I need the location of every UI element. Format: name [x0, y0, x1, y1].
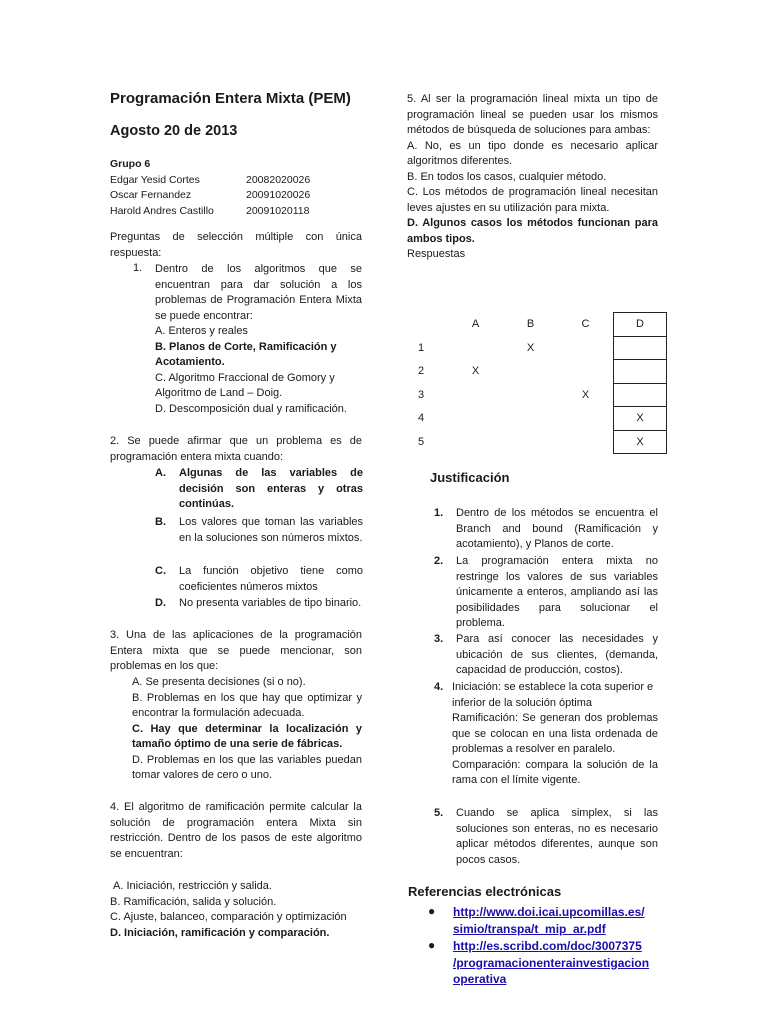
q2-option-d — [155, 596, 363, 612]
table-row — [418, 407, 667, 431]
q4-option-c: C. Ajuste, balanceo, comparación y optimización — [110, 911, 347, 923]
table-row — [418, 336, 667, 360]
q3-text: 3. Una de las aplicaciones de la programación Entera mixta que se puede mencionar, son problemas en los que: — [110, 629, 362, 672]
answer-cell — [558, 360, 614, 384]
option-letter: C. — [155, 565, 166, 577]
member-name: Oscar Fernandez — [110, 189, 192, 201]
option-letter: D. — [155, 597, 166, 609]
table-row — [418, 430, 667, 454]
document-date: Agosto 20 de 2013 — [110, 123, 238, 139]
member-name: Harold Andres Castillo — [110, 204, 214, 217]
answer-cell — [614, 336, 667, 360]
link-line[interactable]: simio/transpa/t_mip_ar.pdf — [453, 921, 606, 936]
answers-table — [418, 312, 667, 454]
answer-cell — [503, 383, 558, 407]
member-row — [110, 204, 310, 220]
q1-text: Dentro de los algoritmos que se encuentran para dar solución a los problemas de Programación Entera Mixta se puede encontrar: — [155, 263, 362, 322]
reference-link-2[interactable] — [453, 938, 649, 988]
row-number: 1 — [418, 341, 425, 354]
bullet-icon: ● — [428, 938, 436, 952]
group-info — [110, 157, 310, 219]
justification-heading: Justificación — [430, 470, 510, 485]
row-number: 4 — [418, 412, 425, 425]
link-line[interactable]: operativa — [453, 972, 507, 986]
option-text: No presenta variables de tipo binario. — [179, 597, 362, 609]
q5-option-b: B. En todos los casos, cualquier método. — [407, 170, 607, 183]
intro-text: Preguntas de selección múltiple con única respuesta: — [110, 231, 362, 259]
item-text: Iniciación: se establece la cota superior e inferior de la solución óptima — [452, 681, 654, 709]
answer-cell — [614, 360, 667, 384]
q3-option-a: A. Se presenta decisiones (si o no). — [132, 676, 306, 688]
q1-option-d: D. Descomposición dual y ramificación. — [155, 402, 347, 415]
table-row — [418, 383, 667, 407]
member-code: 20082020026 — [246, 173, 311, 186]
q4-option-d: D. Iniciación, ramificación y comparación. — [110, 926, 330, 939]
reference-link-1[interactable] — [453, 904, 645, 937]
link-line[interactable]: http://es.scribd.com/doc/3007375 — [453, 939, 642, 953]
q1-option-b: B. Planos de Corte, Ramificación y Acotamiento. — [155, 340, 337, 368]
q5-option-a: A. No, es un tipo donde es necesario aplicar algoritmos diferentes. — [407, 139, 658, 167]
answer-cell: X — [471, 365, 480, 378]
row-number: 2 — [418, 365, 425, 378]
justification-item-1 — [434, 506, 658, 553]
answer-cell — [448, 407, 503, 431]
answer-cell — [503, 430, 558, 454]
q1-option-a: A. Enteros y reales — [155, 325, 248, 337]
document-title: Programación Entera Mixta (PEM) — [110, 90, 351, 107]
q3-option-c: C. Hay que determinar la localización y tamaño óptimo de una serie de fábricas. — [132, 722, 362, 750]
q2-text: 2. Se puede afirmar que un problema es de programación entera mixta cuando: — [110, 435, 362, 463]
q3-option-b: B. Problemas en los que hay que optimizar y encontrar la formulación adecuada. — [132, 691, 362, 719]
row-number: 5 — [418, 435, 425, 448]
option-letter: A. — [155, 467, 166, 479]
table-row — [418, 360, 667, 384]
q4-option-a: A. Iniciación, restricción y salida. — [113, 880, 272, 892]
column-header: B — [526, 318, 535, 331]
item-text: Para así conocer las necesidades y ubicación de sus clientes, (demanda, capacidad de producción, costos). — [456, 633, 658, 676]
link-line[interactable]: http://www.doi.icai.upcomillas.es/ — [453, 905, 645, 919]
q2-option-c — [155, 564, 363, 595]
answer-cell: X — [614, 407, 667, 431]
q5-option-d: D. Algunos casos los métodos funcionan para ambos tipos. — [407, 217, 658, 245]
item-text: Dentro de los métodos se encuentra el Branch and bound (Ramificación y acotamiento), y Planos de corte. — [456, 507, 658, 550]
item-number: 4. — [434, 681, 444, 693]
question-1 — [155, 262, 362, 417]
link-line[interactable]: /programacionenterainvestigacion — [453, 955, 650, 970]
table-header-row — [418, 313, 667, 337]
option-text: Algunas de las variables de decisión son enteras y otras continúas. — [179, 467, 363, 510]
bullet-icon: ● — [428, 904, 436, 918]
item-number: 1. — [434, 507, 444, 519]
answer-cell — [558, 407, 614, 431]
answer-cell — [614, 383, 667, 407]
question-5 — [407, 92, 658, 263]
answer-cell — [448, 383, 503, 407]
justification-item-2 — [434, 554, 658, 632]
member-row — [110, 188, 310, 204]
answer-cell — [558, 336, 614, 360]
group-label: Grupo 6 — [110, 158, 151, 170]
option-letter: B. — [155, 516, 166, 528]
column-header: C — [581, 318, 590, 331]
references-heading: Referencias electrónicas — [408, 884, 562, 899]
q4-option-b: B. Ramificación, salida y solución. — [110, 895, 277, 908]
answers-label: Respuestas — [407, 248, 466, 260]
q1-option-c: C. Algoritmo Fraccional de Gomory y Algoritmo de Land – Doig. — [155, 371, 335, 399]
item-4-ramificacion: Ramificación: Se generan dos problemas que se colocan en una lista ordenada de problemas a resolver en paralelo. — [452, 712, 658, 755]
answer-cell — [448, 430, 503, 454]
answer-cell: X — [581, 388, 590, 401]
q4-text: 4. El algoritmo de ramificación permite calcular la solución de programación entera Mixta sin restricción. Dentro de los pasos de este algoritmo se encuentran: — [110, 801, 362, 860]
q3-option-d: D. Problemas en los que las variables puedan tomar valores de cero o uno. — [132, 753, 362, 781]
answer-cell — [503, 407, 558, 431]
item-text: La programación entera mixta no restringe los valores de sus variables únicamente a enteros, ampliando así las posibilidades para solucionar el problema. — [456, 555, 658, 629]
q5-option-c: C. Los métodos de programación lineal necesitan leves ajustes en su utilización para mixta. — [407, 186, 658, 214]
member-name: Edgar Yesid Cortes — [110, 173, 200, 186]
item-number: 5. — [434, 807, 444, 819]
q2-option-b — [155, 515, 363, 546]
answer-cell: X — [526, 341, 535, 354]
member-code: 20091020118 — [246, 204, 310, 217]
option-text: La función objetivo tiene como coeficientes números mixtos — [179, 565, 363, 593]
member-code: 20091020026 — [246, 189, 311, 201]
q2-option-a — [155, 466, 363, 513]
item-number: 2. — [434, 555, 444, 567]
justification-item-5 — [434, 806, 658, 868]
option-text: Los valores que toman las variables en la soluciones son números mixtos. — [179, 516, 363, 544]
answer-cell — [558, 430, 614, 454]
q5-text: 5. Al ser la programación lineal mixta un tipo de programación lineal se pueden usar los mismos métodos de búsqueda de soluciones para ambas: — [407, 93, 658, 136]
answer-cell: X — [614, 430, 667, 454]
item-4-comparacion: Comparación: compara la solución de la rama con el límite vigente. — [452, 758, 658, 786]
row-number: 3 — [418, 388, 425, 401]
justification-item-3 — [434, 632, 658, 679]
answer-cell — [448, 336, 503, 360]
column-header: A — [471, 318, 480, 331]
answer-cell — [503, 360, 558, 384]
q1-number: 1. — [133, 262, 143, 274]
q4-options — [110, 879, 362, 941]
item-text: Cuando se aplica simplex, si las soluciones son enteras, no es necesario aplicar métodos diferentes, aunque son pocos casos. — [456, 807, 658, 866]
q3-options — [132, 675, 362, 784]
item-number: 3. — [434, 633, 444, 645]
justification-item-4 — [434, 680, 658, 789]
column-header: D — [614, 313, 667, 337]
member-row — [110, 173, 310, 189]
